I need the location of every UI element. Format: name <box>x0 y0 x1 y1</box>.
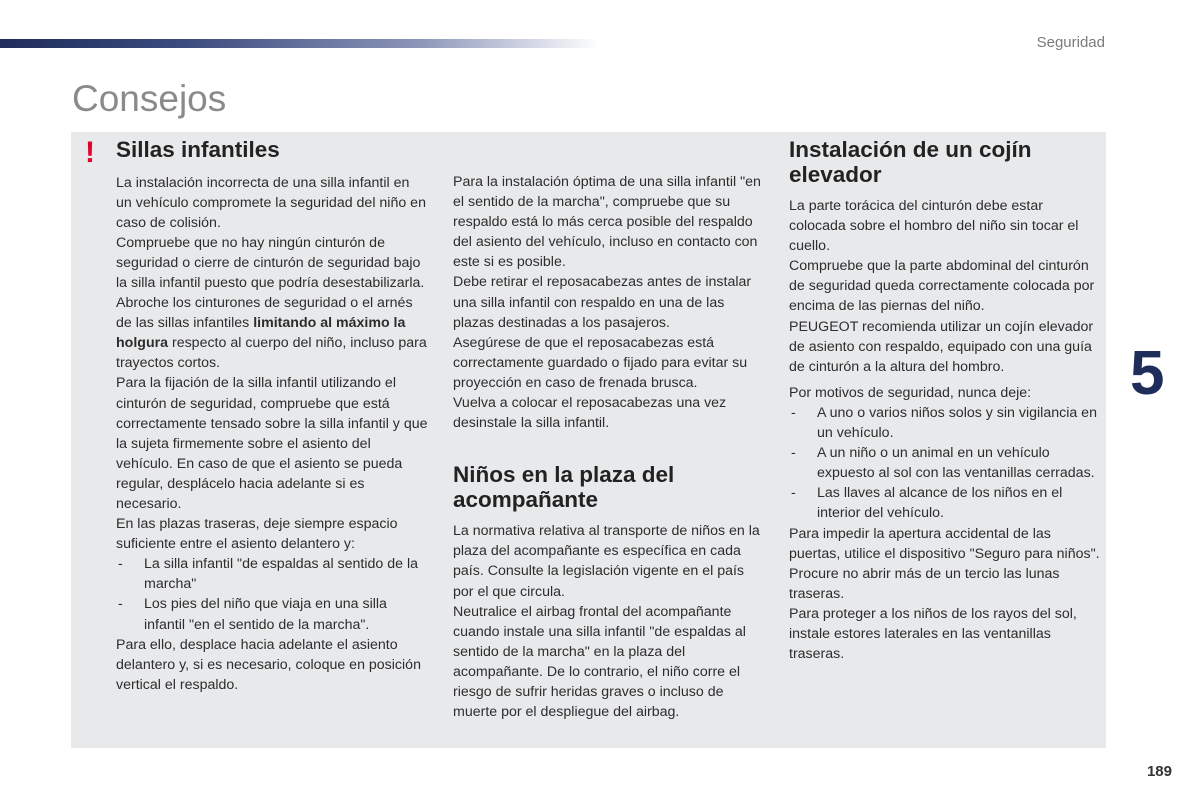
column-sillas-infantiles <box>116 138 428 695</box>
heading-sillas-infantiles: Sillas infantiles <box>116 137 280 162</box>
bullet-item: - A un niño o un animal en un vehículo expuesto al sol con las ventanillas cerradas. <box>789 443 1101 483</box>
paragraph: Vuelva a colocar el reposacabezas una vez desinstale la silla infantil. <box>453 395 727 432</box>
paragraph: Para la instalación óptima de una silla infantil "en el sentido de la marcha", compruebe que su respaldo está lo más cerca posible del respaldo del asiento del vehículo, incluso en contacto con este si es posible. <box>453 174 761 271</box>
paragraph: Neutralice el airbag frontal del acompañante cuando instale una silla infantil "de espaldas al sentido de la marcha" en la plaza del acompañante. De lo contrario, el niño corre el riesgo de sufrir heridas graves o incluso de muerte por el despliegue del airbag. <box>453 603 746 721</box>
header-gradient-bar <box>0 39 600 48</box>
bullet-item: - Los pies del niño que viaja en una silla infantil "en el sentido de la marcha". <box>116 594 428 634</box>
paragraph: En las plazas traseras, deje siempre espacio suficiente entre el asiento delantero y: <box>116 516 398 553</box>
bullet-item: - La silla infantil "de espaldas al sentido de la marcha" <box>116 554 428 594</box>
paragraph: PEUGEOT recomienda utilizar un cojín elevador de asiento con respaldo, equipado con una guía de cinturón a la altura del hombro. <box>789 318 1094 375</box>
paragraph: La normativa relativa al transporte de niños en la plaza del acompañante es específica en cada país. Consulte la legislación vigente en el país por el que circula. <box>453 523 760 600</box>
paragraph: Debe retirar el reposacabezas antes de instalar una silla infantil con respaldo en una de las plazas destinadas a los pasajeros. <box>453 274 752 331</box>
heading-ninos-plaza-acompanante: Niños en la plaza del acompañante <box>453 462 675 512</box>
paragraph: Compruebe que no hay ningún cinturón de seguridad o cierre de cinturón de seguridad bajo la silla infantil puesto que podría desestabilizarla. <box>116 234 425 291</box>
exclamation-warning-icon: ! <box>85 136 95 169</box>
paragraph: Para ello, desplace hacia adelante el asiento delantero y, si es necesario, coloque en posición vertical el respaldo. <box>116 636 421 693</box>
paragraph: La parte torácica del cinturón debe estar colocada sobre el hombro del niño sin tocar el cuello. <box>789 198 1079 255</box>
bullet-item: - A uno o varios niños solos y sin vigilancia en un vehículo. <box>789 403 1101 443</box>
paragraph: Procure no abrir más de un tercio las lunas traseras. <box>789 565 1060 602</box>
text-run: respecto al cuerpo del niño, incluso para trayectos cortos. <box>116 335 427 372</box>
chapter-number: 5 <box>1130 339 1165 408</box>
paragraph <box>116 293 428 373</box>
paragraph: La instalación incorrecta de una silla infantil en un vehículo compromete la seguridad del niño en caso de colisión. <box>116 174 426 231</box>
page-number: 189 <box>1146 763 1172 780</box>
paragraph: Asegúrese de que el reposacabezas está correctamente guardado o fijado para evitar su proyección en caso de frenada brusca. <box>453 334 748 391</box>
page-title: Consejos <box>72 78 227 119</box>
paragraph: Para proteger a los niños de los rayos del sol, instale estores laterales en las ventanillas traseras. <box>789 605 1077 663</box>
paragraph: Por motivos de seguridad, nunca deje: <box>789 384 1032 401</box>
paragraph: Para impedir la apertura accidental de las puertas, utilice el dispositivo "Seguro para niños". <box>789 525 1100 562</box>
paragraph: Compruebe que la parte abdominal del cinturón de seguridad queda correctamente colocada por encima de las piernas del niño. <box>789 258 1095 315</box>
heading-cojin-elevador: Instalación de un cojín elevador <box>789 137 1032 187</box>
text-run: Abroche los cinturones de seguridad o el arnés de las sillas infantiles <box>116 295 413 332</box>
paragraph: Para la fijación de la silla infantil utilizando el cinturón de seguridad, compruebe que está correctamente tensado sobre la silla infantil y que la sujeta firmemente sobre el asiento del vehículo. En caso de que el asiento se pueda regular, desplácelo hacia adelante si es necesario. <box>116 375 428 512</box>
section-name: Seguridad <box>1036 34 1105 51</box>
bold-text: limitando al máximo la holgura <box>116 315 406 352</box>
column-cojin-elevador <box>789 138 1101 664</box>
column-instalacion-optima <box>453 172 765 722</box>
bullet-item: - Las llaves al alcance de los niños en el interior del vehículo. <box>789 483 1101 523</box>
